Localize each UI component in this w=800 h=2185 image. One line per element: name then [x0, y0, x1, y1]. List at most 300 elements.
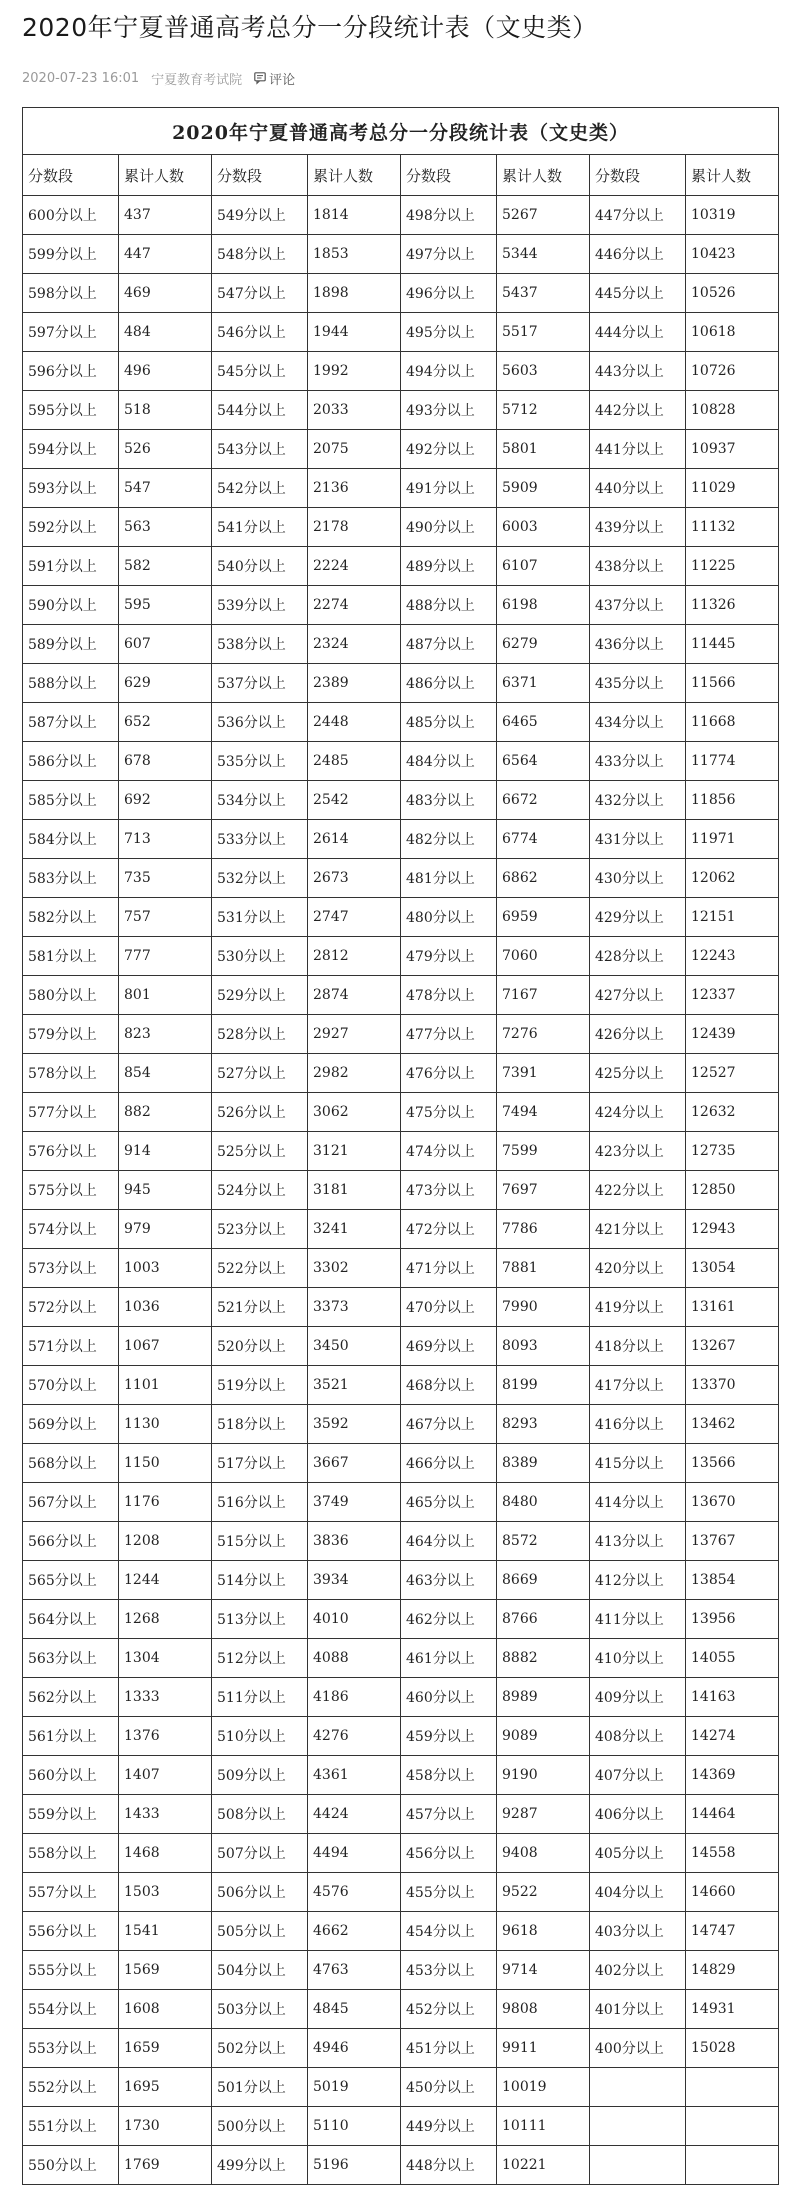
count-cell: 12243 — [686, 937, 779, 976]
count-cell: 8293 — [497, 1405, 590, 1444]
count-cell: 777 — [119, 937, 212, 976]
count-cell: 2274 — [308, 586, 401, 625]
count-cell: 8882 — [497, 1639, 590, 1678]
count-cell: 2485 — [308, 742, 401, 781]
score-cell: 555分以上 — [23, 1951, 119, 1990]
count-cell: 2874 — [308, 976, 401, 1015]
score-cell: 417分以上 — [590, 1366, 686, 1405]
count-cell: 469 — [119, 274, 212, 313]
score-cell: 592分以上 — [23, 508, 119, 547]
score-cell: 553分以上 — [23, 2029, 119, 2068]
score-cell: 447分以上 — [590, 196, 686, 235]
score-cell: 435分以上 — [590, 664, 686, 703]
score-cell: 506分以上 — [212, 1873, 308, 1912]
publish-date: 2020-07-23 16:01 — [22, 70, 140, 86]
count-cell: 8199 — [497, 1366, 590, 1405]
count-cell: 3241 — [308, 1210, 401, 1249]
score-cell: 587分以上 — [23, 703, 119, 742]
count-cell: 7697 — [497, 1171, 590, 1210]
score-cell: 458分以上 — [401, 1756, 497, 1795]
count-cell: 4276 — [308, 1717, 401, 1756]
score-cell: 529分以上 — [212, 976, 308, 1015]
score-cell: 545分以上 — [212, 352, 308, 391]
score-cell: 563分以上 — [23, 1639, 119, 1678]
score-cell: 412分以上 — [590, 1561, 686, 1600]
score-cell: 541分以上 — [212, 508, 308, 547]
score-cell — [590, 2068, 686, 2107]
count-cell: 735 — [119, 859, 212, 898]
column-header-score: 分数段 — [23, 155, 119, 196]
score-cell: 488分以上 — [401, 586, 497, 625]
table-row — [23, 430, 779, 469]
score-cell: 411分以上 — [590, 1600, 686, 1639]
count-cell: 10319 — [686, 196, 779, 235]
count-cell: 2136 — [308, 469, 401, 508]
count-cell: 3934 — [308, 1561, 401, 1600]
count-cell: 9911 — [497, 2029, 590, 2068]
count-cell: 5517 — [497, 313, 590, 352]
count-cell: 1244 — [119, 1561, 212, 1600]
score-cell: 535分以上 — [212, 742, 308, 781]
score-cell: 471分以上 — [401, 1249, 497, 1288]
count-cell: 8989 — [497, 1678, 590, 1717]
score-cell: 423分以上 — [590, 1132, 686, 1171]
score-cell: 421分以上 — [590, 1210, 686, 1249]
count-cell: 1503 — [119, 1873, 212, 1912]
score-cell: 420分以上 — [590, 1249, 686, 1288]
table-row — [23, 313, 779, 352]
score-cell: 448分以上 — [401, 2146, 497, 2185]
score-cell: 570分以上 — [23, 1366, 119, 1405]
score-cell: 466分以上 — [401, 1444, 497, 1483]
count-cell: 1101 — [119, 1366, 212, 1405]
score-cell: 507分以上 — [212, 1834, 308, 1873]
count-cell: 914 — [119, 1132, 212, 1171]
score-cell: 575分以上 — [23, 1171, 119, 1210]
table-header-row — [23, 155, 779, 196]
score-cell: 522分以上 — [212, 1249, 308, 1288]
score-cell: 538分以上 — [212, 625, 308, 664]
count-cell: 10828 — [686, 391, 779, 430]
count-cell: 1433 — [119, 1795, 212, 1834]
score-cell: 600分以上 — [23, 196, 119, 235]
count-cell: 10618 — [686, 313, 779, 352]
count-cell — [686, 2107, 779, 2146]
score-cell: 581分以上 — [23, 937, 119, 976]
score-cell: 416分以上 — [590, 1405, 686, 1444]
score-cell: 512分以上 — [212, 1639, 308, 1678]
score-cell: 531分以上 — [212, 898, 308, 937]
count-cell: 854 — [119, 1054, 212, 1093]
score-cell: 491分以上 — [401, 469, 497, 508]
count-cell: 1541 — [119, 1912, 212, 1951]
score-cell: 564分以上 — [23, 1600, 119, 1639]
count-cell: 6862 — [497, 859, 590, 898]
count-cell: 12735 — [686, 1132, 779, 1171]
table-row — [23, 1561, 779, 1600]
table-row — [23, 1171, 779, 1210]
score-cell: 487分以上 — [401, 625, 497, 664]
score-cell: 454分以上 — [401, 1912, 497, 1951]
score-table — [22, 107, 779, 2185]
score-cell: 460分以上 — [401, 1678, 497, 1717]
score-cell: 573分以上 — [23, 1249, 119, 1288]
count-cell: 8669 — [497, 1561, 590, 1600]
score-cell: 410分以上 — [590, 1639, 686, 1678]
count-cell: 1067 — [119, 1327, 212, 1366]
score-cell: 549分以上 — [212, 196, 308, 235]
table-row — [23, 1366, 779, 1405]
count-cell: 4494 — [308, 1834, 401, 1873]
score-cell: 565分以上 — [23, 1561, 119, 1600]
comment-link[interactable] — [254, 69, 295, 88]
score-cell: 449分以上 — [401, 2107, 497, 2146]
score-cell: 475分以上 — [401, 1093, 497, 1132]
count-cell: 5603 — [497, 352, 590, 391]
count-cell: 11029 — [686, 469, 779, 508]
count-cell: 3450 — [308, 1327, 401, 1366]
count-cell: 12439 — [686, 1015, 779, 1054]
count-cell: 2324 — [308, 625, 401, 664]
count-cell: 11856 — [686, 781, 779, 820]
count-cell: 8766 — [497, 1600, 590, 1639]
table-row — [23, 820, 779, 859]
count-cell: 882 — [119, 1093, 212, 1132]
count-cell: 823 — [119, 1015, 212, 1054]
table-row — [23, 1288, 779, 1327]
score-cell: 594分以上 — [23, 430, 119, 469]
score-cell: 498分以上 — [401, 196, 497, 235]
count-cell: 1468 — [119, 1834, 212, 1873]
score-cell: 489分以上 — [401, 547, 497, 586]
count-cell: 3373 — [308, 1288, 401, 1327]
score-cell: 468分以上 — [401, 1366, 497, 1405]
score-cell: 486分以上 — [401, 664, 497, 703]
score-cell: 405分以上 — [590, 1834, 686, 1873]
score-cell: 582分以上 — [23, 898, 119, 937]
score-cell: 479分以上 — [401, 937, 497, 976]
score-cell: 571分以上 — [23, 1327, 119, 1366]
count-cell: 4010 — [308, 1600, 401, 1639]
score-cell: 597分以上 — [23, 313, 119, 352]
count-cell: 14163 — [686, 1678, 779, 1717]
table-row — [23, 1405, 779, 1444]
score-cell: 483分以上 — [401, 781, 497, 820]
count-cell: 15028 — [686, 2029, 779, 2068]
table-row — [23, 547, 779, 586]
count-cell: 5712 — [497, 391, 590, 430]
score-table-image — [22, 107, 778, 2174]
table-row — [23, 625, 779, 664]
count-cell: 801 — [119, 976, 212, 1015]
table-row — [23, 1327, 779, 1366]
score-cell: 469分以上 — [401, 1327, 497, 1366]
score-cell: 402分以上 — [590, 1951, 686, 1990]
count-cell: 10526 — [686, 274, 779, 313]
count-cell: 13767 — [686, 1522, 779, 1561]
score-cell: 499分以上 — [212, 2146, 308, 2185]
column-header-count: 累计人数 — [497, 155, 590, 196]
score-cell: 523分以上 — [212, 1210, 308, 1249]
count-cell: 496 — [119, 352, 212, 391]
table-body — [23, 196, 779, 2185]
count-cell: 13956 — [686, 1600, 779, 1639]
count-cell: 1769 — [119, 2146, 212, 2185]
score-cell: 438分以上 — [590, 547, 686, 586]
score-cell: 455分以上 — [401, 1873, 497, 1912]
table-row — [23, 1678, 779, 1717]
count-cell: 7167 — [497, 976, 590, 1015]
table-row — [23, 274, 779, 313]
score-cell: 596分以上 — [23, 352, 119, 391]
score-cell: 572分以上 — [23, 1288, 119, 1327]
score-cell: 589分以上 — [23, 625, 119, 664]
score-cell: 484分以上 — [401, 742, 497, 781]
count-cell: 547 — [119, 469, 212, 508]
score-cell: 459分以上 — [401, 1717, 497, 1756]
score-cell: 556分以上 — [23, 1912, 119, 1951]
count-cell: 1730 — [119, 2107, 212, 2146]
score-cell: 598分以上 — [23, 274, 119, 313]
score-cell: 413分以上 — [590, 1522, 686, 1561]
score-cell: 532分以上 — [212, 859, 308, 898]
count-cell: 14931 — [686, 1990, 779, 2029]
score-cell: 517分以上 — [212, 1444, 308, 1483]
table-row — [23, 1795, 779, 1834]
count-cell: 14464 — [686, 1795, 779, 1834]
score-cell: 513分以上 — [212, 1600, 308, 1639]
score-cell: 540分以上 — [212, 547, 308, 586]
score-cell: 463分以上 — [401, 1561, 497, 1600]
table-row — [23, 235, 779, 274]
score-cell: 544分以上 — [212, 391, 308, 430]
score-cell: 577分以上 — [23, 1093, 119, 1132]
count-cell: 1695 — [119, 2068, 212, 2107]
count-cell: 5344 — [497, 235, 590, 274]
count-cell: 1176 — [119, 1483, 212, 1522]
score-cell: 403分以上 — [590, 1912, 686, 1951]
count-cell: 2224 — [308, 547, 401, 586]
table-row — [23, 742, 779, 781]
count-cell: 4088 — [308, 1639, 401, 1678]
score-cell: 562分以上 — [23, 1678, 119, 1717]
count-cell: 3062 — [308, 1093, 401, 1132]
count-cell: 5267 — [497, 196, 590, 235]
count-cell: 582 — [119, 547, 212, 586]
score-cell: 404分以上 — [590, 1873, 686, 1912]
count-cell: 9190 — [497, 1756, 590, 1795]
score-cell: 534分以上 — [212, 781, 308, 820]
table-caption: 2020年宁夏普通高考总分一分段统计表（文史类） — [23, 108, 779, 155]
score-cell: 501分以上 — [212, 2068, 308, 2107]
count-cell: 11566 — [686, 664, 779, 703]
score-cell: 510分以上 — [212, 1717, 308, 1756]
count-cell: 6672 — [497, 781, 590, 820]
score-cell: 576分以上 — [23, 1132, 119, 1171]
score-cell: 446分以上 — [590, 235, 686, 274]
table-row — [23, 859, 779, 898]
score-cell: 514分以上 — [212, 1561, 308, 1600]
score-cell: 414分以上 — [590, 1483, 686, 1522]
count-cell: 7881 — [497, 1249, 590, 1288]
table-row — [23, 1951, 779, 1990]
score-cell: 482分以上 — [401, 820, 497, 859]
count-cell: 3749 — [308, 1483, 401, 1522]
table-row — [23, 1483, 779, 1522]
count-cell: 13267 — [686, 1327, 779, 1366]
score-cell: 427分以上 — [590, 976, 686, 1015]
score-cell: 473分以上 — [401, 1171, 497, 1210]
score-cell: 536分以上 — [212, 703, 308, 742]
score-cell: 504分以上 — [212, 1951, 308, 1990]
score-cell: 530分以上 — [212, 937, 308, 976]
count-cell: 2448 — [308, 703, 401, 742]
count-cell: 12527 — [686, 1054, 779, 1093]
score-cell: 518分以上 — [212, 1405, 308, 1444]
score-cell: 490分以上 — [401, 508, 497, 547]
count-cell: 6959 — [497, 898, 590, 937]
score-cell: 560分以上 — [23, 1756, 119, 1795]
count-cell: 3592 — [308, 1405, 401, 1444]
count-cell: 3521 — [308, 1366, 401, 1405]
score-cell: 554分以上 — [23, 1990, 119, 2029]
score-cell: 591分以上 — [23, 547, 119, 586]
count-cell: 2542 — [308, 781, 401, 820]
count-cell: 12943 — [686, 1210, 779, 1249]
score-cell: 451分以上 — [401, 2029, 497, 2068]
score-cell: 500分以上 — [212, 2107, 308, 2146]
score-cell: 472分以上 — [401, 1210, 497, 1249]
score-cell: 595分以上 — [23, 391, 119, 430]
count-cell: 2075 — [308, 430, 401, 469]
count-cell: 6371 — [497, 664, 590, 703]
count-cell: 437 — [119, 196, 212, 235]
count-cell: 8480 — [497, 1483, 590, 1522]
score-cell — [590, 2146, 686, 2185]
score-cell: 444分以上 — [590, 313, 686, 352]
score-cell: 580分以上 — [23, 976, 119, 1015]
count-cell: 13054 — [686, 1249, 779, 1288]
count-cell: 526 — [119, 430, 212, 469]
score-cell: 569分以上 — [23, 1405, 119, 1444]
comment-icon — [254, 72, 266, 84]
count-cell: 1376 — [119, 1717, 212, 1756]
count-cell: 1608 — [119, 1990, 212, 2029]
score-cell: 505分以上 — [212, 1912, 308, 1951]
score-cell: 428分以上 — [590, 937, 686, 976]
score-cell: 492分以上 — [401, 430, 497, 469]
count-cell: 10221 — [497, 2146, 590, 2185]
score-cell: 593分以上 — [23, 469, 119, 508]
count-cell: 12337 — [686, 976, 779, 1015]
count-cell: 5019 — [308, 2068, 401, 2107]
table-row — [23, 703, 779, 742]
score-cell: 585分以上 — [23, 781, 119, 820]
count-cell: 2033 — [308, 391, 401, 430]
count-cell: 6465 — [497, 703, 590, 742]
score-cell: 542分以上 — [212, 469, 308, 508]
score-cell: 558分以上 — [23, 1834, 119, 1873]
score-cell: 586分以上 — [23, 742, 119, 781]
count-cell: 12850 — [686, 1171, 779, 1210]
count-cell: 3181 — [308, 1171, 401, 1210]
score-cell: 439分以上 — [590, 508, 686, 547]
score-cell: 494分以上 — [401, 352, 497, 391]
score-cell: 457分以上 — [401, 1795, 497, 1834]
count-cell: 4845 — [308, 1990, 401, 2029]
table-row — [23, 1912, 779, 1951]
comment-label[interactable]: 评论 — [269, 72, 296, 88]
count-cell: 2389 — [308, 664, 401, 703]
count-cell: 9714 — [497, 1951, 590, 1990]
score-cell: 437分以上 — [590, 586, 686, 625]
column-header-score: 分数段 — [401, 155, 497, 196]
score-cell: 450分以上 — [401, 2068, 497, 2107]
count-cell: 6774 — [497, 820, 590, 859]
score-cell: 443分以上 — [590, 352, 686, 391]
table-row — [23, 508, 779, 547]
count-cell: 1208 — [119, 1522, 212, 1561]
count-cell: 607 — [119, 625, 212, 664]
count-cell: 9618 — [497, 1912, 590, 1951]
score-cell: 533分以上 — [212, 820, 308, 859]
article-meta — [22, 68, 295, 88]
count-cell: 1898 — [308, 274, 401, 313]
score-cell: 478分以上 — [401, 976, 497, 1015]
score-cell: 503分以上 — [212, 1990, 308, 2029]
count-cell: 12151 — [686, 898, 779, 937]
count-cell: 1992 — [308, 352, 401, 391]
table-row — [23, 586, 779, 625]
count-cell: 1659 — [119, 2029, 212, 2068]
count-cell: 595 — [119, 586, 212, 625]
score-cell: 566分以上 — [23, 1522, 119, 1561]
score-cell: 431分以上 — [590, 820, 686, 859]
table-row — [23, 1639, 779, 1678]
score-cell: 502分以上 — [212, 2029, 308, 2068]
score-cell: 590分以上 — [23, 586, 119, 625]
score-cell: 465分以上 — [401, 1483, 497, 1522]
table-row — [23, 469, 779, 508]
score-cell: 497分以上 — [401, 235, 497, 274]
count-cell: 757 — [119, 898, 212, 937]
table-row — [23, 2029, 779, 2068]
count-cell: 629 — [119, 664, 212, 703]
score-cell: 415分以上 — [590, 1444, 686, 1483]
count-cell: 652 — [119, 703, 212, 742]
score-cell: 470分以上 — [401, 1288, 497, 1327]
score-cell: 407分以上 — [590, 1756, 686, 1795]
score-cell: 583分以上 — [23, 859, 119, 898]
table-row — [23, 1015, 779, 1054]
count-cell: 9522 — [497, 1873, 590, 1912]
table-row — [23, 781, 779, 820]
score-cell: 441分以上 — [590, 430, 686, 469]
count-cell: 7391 — [497, 1054, 590, 1093]
count-cell: 692 — [119, 781, 212, 820]
score-cell: 433分以上 — [590, 742, 686, 781]
table-row — [23, 1756, 779, 1795]
count-cell: 484 — [119, 313, 212, 352]
source-name[interactable]: 宁夏教育考试院 — [151, 72, 243, 88]
score-cell: 526分以上 — [212, 1093, 308, 1132]
score-cell: 515分以上 — [212, 1522, 308, 1561]
count-cell: 2927 — [308, 1015, 401, 1054]
count-cell: 3667 — [308, 1444, 401, 1483]
count-cell: 6198 — [497, 586, 590, 625]
count-cell: 11971 — [686, 820, 779, 859]
score-cell: 453分以上 — [401, 1951, 497, 1990]
